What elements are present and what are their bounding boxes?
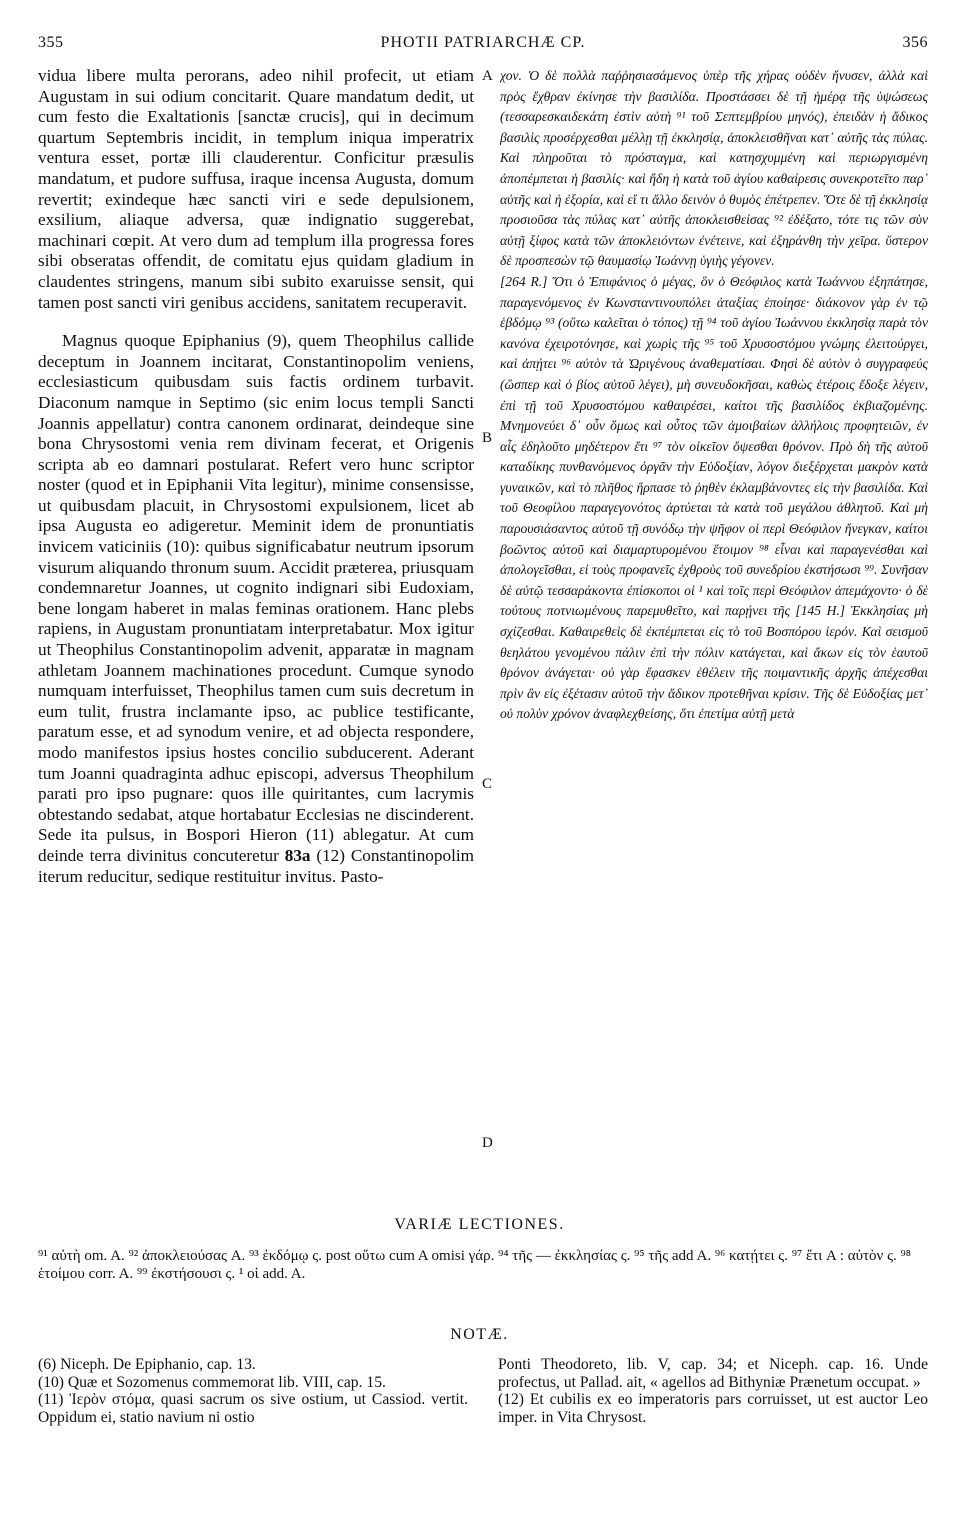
latin-paragraph-2-text: Magnus quoque Epiphanius (9), quem Theophilus callide deceptum in Joannem incitarat, Constantinopolim veniens, ecclesiasticum quibusdam suis factis ordinem turbavit. Diaconum namque in Septimo (sic enim locus templi Sancti Joannis appellatur) contra canonem ordinarat, deindeque sine bona Chrysostomi venia rem divinam fecerat, et Origenis scripta ab eo damnari postularat. Refert vero hunc scriptor noster (quod et in Epiphanii Vita legitur), minime consensisse, ut quibusdam placuit, in Chrysostomi expulsionem, licet ab ipsa Augusta eo adigeretur. Meminit idem de pronuntiatis invicem vaticiniis (10): quibus significabatur neutrum ipsorum visurum aliquando thronum suum. Accidit præterea, priusquam condemnaretur Joannes, ut cognito indignari sibi Eudoxiam, bene longam haberet in malas feminas orationem. Hanc plebs rapiens, in Augustam pronuntiatam interpretabatur. Mox igitur ut Theophilus Constantinopolim advenit, apparatæ in magnam athletam Joannem machinationes procedunt. Cumque synodo numquam interfuisset, Theophilus tamen cum suis decretum in eum tulit, frustra inclamante ipso, ac publice testificante, paratum esse, et ad synodum venire, et ad objecta respondere, modo manifestos ipsius hostes concilio subducerent. Aderant tum Joanni quadraginta adhuc episcopi, adversus Theophilum parati pro ipso pugnare: quos ille quiritantes, cum lacrymis obtestando sedabat, atque hortabatur Ecclesias ne discinderent. Sede ita pulsus, in Bospori Hieron (11) ablegatur. At cum deinde terra divinitus concuteretur [38,331,474,865]
latin-paragraph-2-end: (12) Constantinopolim iterum reducitur, sedique restituitur invitus. Pasto- [38,845,474,886]
greek-paragraph-1: χον. Ὁ δὲ πολλὰ παῤῥησιασάμενος ὑπὲρ τῆς χήρας οὐδὲν ἤνυσεν, ἀλλὰ καὶ πρὸς ἔχθραν ἐκίνησε τὴν βασιλίδα. Προστάσσει δὲ τῇ ἡμέρᾳ τῆς ὑψώσεως (τεσσαρεσκαιδεκάτη ἐστὶν αὐτὴ ⁹¹ τοῦ Σεπτεμβρίου μηνός), ἐπειδὰν ἡ ἄδικος βασιλὶς προσέρχεσθαι μέλλῃ τῇ ἐκκλησίᾳ, ἀποκλεισθῆναι κατ᾽ αὐτῆς τὰς πύλας. Καὶ πληροῦται τὸ πρόσταγμα, καὶ κατησχυμμένη καὶ περιωργισμένη ἀποπέμπεται ἡ βασιλίς· καὶ ἤδη ἡ κατὰ τοῦ ἁγίου καθαίρεσις συνεκροτεῖτο παρ᾽ αὐτῆς καὶ ἡ ἐξορία, καὶ εἴ τι ἄλλο δεινὸν ὁ θυμὸς ἐπέτρεπεν. Ὅτε δὲ τῇ ἐκκλησίᾳ προσιοῦσα τὰς πύλας κατ᾽ αὐτῆς ἀποκλεισθείσας ⁹² ἐδέξατο, τότε τις τῶν σὺν αὐτῇ ξίφος κατὰ τῶν ἀποκλειόντων ἐνέτεινε, καὶ ἐξηράνθη τὴν χεῖρα. ὕστερον δὲ προσπεσὼν τῷ θαυμασίῳ Ἰωάννῃ ὑγιὴς γέγονεν. [500,68,928,269]
margin-letter-a: A [482,68,493,84]
latin-paragraph-2 [38,331,474,887]
margin-letter-b: B [482,430,493,446]
right-page-number: 356 [902,34,928,51]
latin-column [38,66,474,1196]
running-title: PHOTII PATRIARCHÆ CP. [380,34,586,51]
notae-heading: NOTÆ. [450,1326,509,1343]
latin-paragraph-1: vidua libere multa perorans, adeo nihil profecit, ut etiam Augustam in sui odium concitarit. Quare mandatum dedit, ut cum festo die Exaltationis [sanctæ crucis], qui in decimum quartum Septembris incidit, in templum iniqua imperatrix ventura esset, portæ illi clauderentur. Conficitur præsulis mandatum, et pudore suffusa, iraque incensa Augusta, domum revertit; exindeque hæc sancti viri e sede depulsionem, exsilium, aliaque adversa, quæ indignatio suggerebat, machinari cœpit. At vero dum ad templum illa progressa fores sibi obseratas offendit, de comitatu ejus quidam gladium in claudentes stringens, manum sibi subito exaruisse sensit, qui tamen post sancti viri genibus accidens, sanitatem recuperavit. [38,66,474,312]
running-header [38,34,928,58]
margin-letter-c: C [482,776,493,792]
greek-column [500,66,928,1196]
variae-lectiones-heading: VARIÆ LECTIONES. [394,1216,565,1233]
variae-lectiones-text: ⁹¹ αὐτὴ om. A. ⁹² ἀποκλειούσας A. ⁹³ ἐκδόμῳ ς. post οὕτω cum A omisi γάρ. ⁹⁴ τῆς — ἐκκλησίας ς. ⁹⁵ τῆς add A. ⁹⁶ κατῄτει ς. ⁹⁷ ἔτι A : αὐτὸν ς. ⁹⁸ ἑτοίμου corr. A. ⁹⁹ ἐκστήσουσι ς. ¹ οἱ add. A. [38,1248,911,1282]
folio-marker: 83a [284,845,311,865]
left-page-number: 355 [38,34,64,51]
notes-right-column [498,1356,928,1426]
margin-letter-d: D [482,1135,493,1151]
greek-paragraph-2: [264 R.] Ὅτι ὁ Ἐπιφάνιος ὁ μέγας, ὃν ὁ Θεόφιλος κατὰ Ἰωάννου ἐξηπάτησε, παραγενόμενος ἐν Κωνσταντινουπόλει ἀταξίας ἐποίησε· διάκονον γὰρ ἐν τῷ ἑβδόμῳ ⁹³ (οὕτω καλεῖται ὁ τόπος) τῇ ⁹⁴ τοῦ ἁγίου Ἰωάννου ἐκκλησίᾳ παρὰ τὸν κανόνα ἐχειροτόνησε, καὶ χωρὶς τῆς ⁹⁵ τοῦ Χρυσοστόμου γνώμης ἐλειτούργει, καὶ ἀπῄτει ⁹⁶ αὐτὸν τὰ Ὠριγένους ἀναθεματίσαι. Φησὶ δὲ αὐτὸν ὁ συγγραφεύς (ὥσπερ καὶ ὁ βίος αὐτοῦ λέγει), μὴ συνευδοκῆσαι, καθὼς ἑτέροις ἔδοξε λέγειν, ἐπὶ τῇ τοῦ Χρυσοστόμου καθαιρέσει, καίτοι τῆς βασιλίδος ἐκβιαζομένης. Μνημονεύει δ᾽ οὖν ὅμως καὶ οὗτος τῶν ἀμοιβαίων ἀλλήλοις προφητειῶν, ἐν αἷς ἐδηλοῦτο μηδέτερον ἔτι ⁹⁷ τὸν οἰκεῖον ὄψεσθαι θρόνον. Πρὸ δὴ τῆς αὐτοῦ καταδίκης πυνθανόμενος ὀργᾶν τὴν Εὐδοξίαν, λόγον διεξέρχεται μακρὸν κατὰ γυναικῶν, καὶ τὸ πλῆθος ἥρπασε τὸ ῥηθὲν ἐκλαμβάνοντες εἰς τὴν βασιλίδα. Καὶ τοῦ Θεοφίλου παραγεγονότος ἀρτύεται τὰ κατὰ τοῦ μεγάλου ἀθλητοῦ. Καὶ μὴ παρουσιάσαντος αὐτοῦ τῇ συνόδῳ τὴν ψῆφον οἱ περὶ Θεόφιλον ἤνεγκαν, καίτοι βοῶντος αὐτοῦ καὶ διαμαρτυρομένου ἕτοιμον ⁹⁸ εἶναι καὶ παραγενέσθαι καὶ ἀπολογεῖσθαι, εἰ τοὺς προφανεῖς ἐχθροὺς τοῦ συνεδρίου ἐκστήσωσι ⁹⁹. Συνῆσαν δὲ αὐτῷ τεσσαράκοντα ἐπίσκοποι οἱ ¹ καὶ τοῖς περὶ Θεόφιλον ἀπεμάχοντο· ὁ δὲ τούτους ποτνιωμένους παρεμυθεῖτο, καὶ παρῄνει τῆς [145 H.] Ἐκκλησίας μὴ σχίζεσθαι. Καθαιρεθεὶς δὲ ἐκπέμπεται εἰς τὸ τοῦ Βοσπόρου ἱερόν. Καὶ σεισμοῦ θεηλάτου γενομένου πάλιν ἐπὶ τὴν πόλιν κατάγεται, καὶ ἄκων εἰς τὸν ἑαυτοῦ θρόνον ἀνάγεται· οὐ γὰρ ἔφασκεν ἐθέλειν τῆς ποιμαντικῆς ἀρχῆς ἀπέχεσθαι πρὶν ἂν εἰς ἐξέτασιν αὐτοῦ τὴν ἄδικον προτεθῆναι κρίσιν. Τῆς δὲ Εὐδοξίας μετ᾽ οὐ πολὺν χρόνον ἀναφλεχθείσης, ὅτι ἐπετίμα αὐτῇ μετὰ [500,273,928,722]
notes-left-column [38,1356,468,1426]
note-10: (10) Quæ et Sozomenus commemorat lib. VIII, cap. 15. [38,1373,386,1391]
note-12: (12) Et cubilis ex eo imperatoris pars corruisset, ut est auctor Leo imper. in Vita Chrysost. [498,1391,928,1426]
note-11-continued: Ponti Theodoreto, lib. V, cap. 34; et Niceph. cap. 16. Unde profectus, ut Pallad. ait, « agellos ad Bithyniæ Prænetum occupat. » [498,1356,928,1391]
note-6: (6) Niceph. De Epiphanio, cap. 13. [38,1356,256,1373]
note-11: (11) Ἱερὸν στόμα, quasi sacrum os sive ostium, ut Cassiod. vertit. Oppidum ei, statio navium ni ostio [38,1391,468,1426]
